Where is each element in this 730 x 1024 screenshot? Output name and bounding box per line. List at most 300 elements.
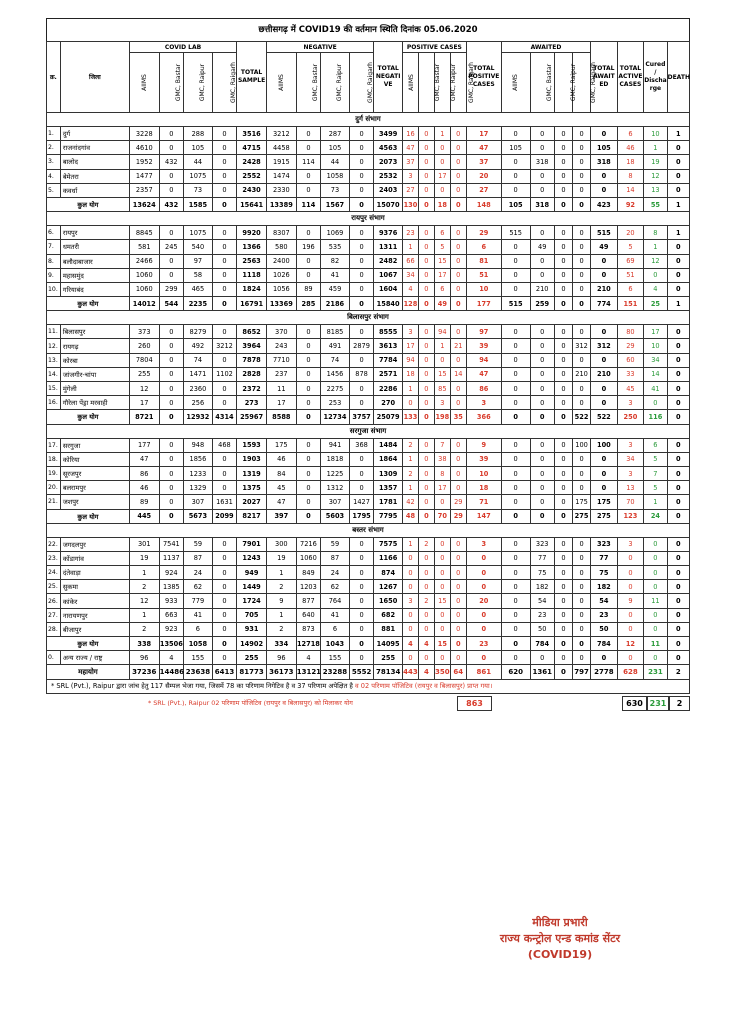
table-cell: 1 bbox=[403, 452, 419, 466]
table-cell: 1312 bbox=[321, 481, 350, 495]
table-cell: 0 bbox=[617, 651, 644, 665]
table-cell: 0 bbox=[573, 325, 591, 339]
table-cell: 0 bbox=[573, 594, 591, 608]
table-cell: 7 bbox=[644, 466, 667, 480]
table-cell: 0 bbox=[418, 240, 434, 254]
table-cell: 2466 bbox=[129, 254, 159, 268]
table-cell: 155 bbox=[321, 651, 350, 665]
table-cell: 0 bbox=[667, 495, 689, 509]
table-cell: 0 bbox=[212, 580, 236, 594]
table-cell: 89 bbox=[296, 282, 320, 296]
table-cell: 0 bbox=[554, 339, 572, 353]
positive-lab-label: AIIMS bbox=[407, 74, 415, 91]
table-row bbox=[47, 452, 690, 466]
table-cell: 12 bbox=[617, 637, 644, 651]
table-cell: 1 bbox=[667, 226, 689, 240]
table-cell: 0 bbox=[296, 410, 320, 424]
table-cell: 0 bbox=[554, 651, 572, 665]
table-cell: 774 bbox=[591, 297, 618, 311]
table-cell: 0 bbox=[450, 637, 466, 651]
table-cell: 1593 bbox=[237, 438, 267, 452]
district-name: जशपुर bbox=[60, 495, 129, 509]
table-cell: 36173 bbox=[266, 665, 296, 680]
table-cell: 0 bbox=[591, 254, 618, 268]
table-cell: 0 bbox=[418, 367, 434, 381]
table-cell: 12 bbox=[644, 254, 667, 268]
table-cell: 0 bbox=[418, 297, 434, 311]
table-cell: 5603 bbox=[321, 509, 350, 523]
table-cell: 13121 bbox=[296, 665, 320, 680]
table-cell: 0 bbox=[667, 396, 689, 410]
table-cell: 0 bbox=[450, 594, 466, 608]
table-cell: 1856 bbox=[184, 452, 213, 466]
table-cell: 334 bbox=[266, 637, 296, 651]
table-cell: 0 bbox=[466, 651, 501, 665]
table-cell: 4 bbox=[418, 665, 434, 680]
table-cell: 0 bbox=[501, 155, 530, 169]
table-cell: 0 bbox=[554, 566, 572, 580]
table-cell: 0 bbox=[554, 410, 572, 424]
table-cell: 1075 bbox=[184, 226, 213, 240]
table-cell: 784 bbox=[591, 637, 618, 651]
table-cell: 2186 bbox=[321, 297, 350, 311]
table-cell: 0 bbox=[159, 325, 183, 339]
table-cell: 210 bbox=[591, 282, 618, 296]
table-cell: 8845 bbox=[129, 226, 159, 240]
table-cell: 0 bbox=[573, 481, 591, 495]
table-cell: 0 bbox=[554, 452, 572, 466]
table-cell: 0 bbox=[418, 551, 434, 565]
row-number: 8. bbox=[47, 254, 61, 268]
table-cell: 0 bbox=[403, 651, 419, 665]
table-cell: 0 bbox=[501, 608, 530, 622]
row-number: 9. bbox=[47, 268, 61, 282]
table-cell: 0 bbox=[159, 183, 183, 197]
table-cell: 0 bbox=[212, 325, 236, 339]
total-negative-header: TOTAL NEGATI VE bbox=[374, 42, 403, 113]
table-cell: 0 bbox=[450, 141, 466, 155]
table-cell: 0 bbox=[212, 566, 236, 580]
table-cell: 64 bbox=[450, 665, 466, 680]
table-cell: 0 bbox=[501, 452, 530, 466]
district-name: दुर्ग bbox=[60, 127, 129, 141]
district-name: नारायणपुर bbox=[60, 608, 129, 622]
table-cell: 275 bbox=[591, 509, 618, 523]
table-cell: 0 bbox=[434, 537, 450, 551]
table-cell: 0 bbox=[434, 551, 450, 565]
table-cell: 3964 bbox=[237, 339, 267, 353]
table-cell: 640 bbox=[296, 608, 320, 622]
table-cell: 96 bbox=[129, 651, 159, 665]
table-cell: 0 bbox=[418, 339, 434, 353]
table-cell: 3499 bbox=[374, 127, 403, 141]
table-cell: 0 bbox=[212, 551, 236, 565]
table-cell: 25 bbox=[644, 297, 667, 311]
table-cell: 1 bbox=[266, 608, 296, 622]
table-cell: 24 bbox=[184, 566, 213, 580]
table-cell: 0 bbox=[667, 566, 689, 580]
table-cell: 0 bbox=[450, 325, 466, 339]
table-cell: 45 bbox=[617, 382, 644, 396]
table-cell: 1 bbox=[434, 127, 450, 141]
table-row bbox=[47, 566, 690, 580]
table-cell: 69 bbox=[617, 254, 644, 268]
table-cell: 0 bbox=[418, 651, 434, 665]
table-cell: 23288 bbox=[321, 665, 350, 680]
table-cell: 25079 bbox=[374, 410, 403, 424]
table-cell: 370 bbox=[266, 325, 296, 339]
district-name: जगदलपुर bbox=[60, 537, 129, 551]
table-cell: 0 bbox=[450, 183, 466, 197]
table-cell: 7784 bbox=[374, 353, 403, 367]
table-cell: 0 bbox=[591, 169, 618, 183]
table-cell: 49 bbox=[591, 240, 618, 254]
table-cell: 27 bbox=[466, 183, 501, 197]
table-cell: 210 bbox=[530, 282, 554, 296]
table-cell: 3 bbox=[403, 325, 419, 339]
table-cell: 7 bbox=[434, 438, 450, 452]
table-cell: 3757 bbox=[349, 410, 373, 424]
table-cell: 0 bbox=[212, 382, 236, 396]
table-cell: 0 bbox=[617, 580, 644, 594]
table-cell: 0 bbox=[573, 183, 591, 197]
table-cell: 0 bbox=[434, 580, 450, 594]
table-cell: 10 bbox=[466, 466, 501, 480]
table-cell: 0 bbox=[434, 183, 450, 197]
table-cell: 114 bbox=[296, 197, 320, 211]
table-cell: 71 bbox=[466, 495, 501, 509]
table-row bbox=[47, 608, 690, 622]
table-cell: 0 bbox=[530, 169, 554, 183]
table-cell: 1477 bbox=[129, 169, 159, 183]
table-cell: 1818 bbox=[321, 452, 350, 466]
table-cell: 250 bbox=[617, 410, 644, 424]
table-cell: 21 bbox=[450, 339, 466, 353]
table-cell: 75 bbox=[591, 566, 618, 580]
table-cell: 81773 bbox=[237, 665, 267, 680]
division-total-label: कुल योग bbox=[47, 637, 130, 651]
table-cell: 0 bbox=[434, 622, 450, 636]
covid-status-table bbox=[46, 41, 690, 680]
table-cell: 8 bbox=[617, 169, 644, 183]
table-cell: 256 bbox=[184, 396, 213, 410]
table-cell: 0 bbox=[667, 452, 689, 466]
table-cell: 24 bbox=[644, 509, 667, 523]
table-cell: 87 bbox=[321, 551, 350, 565]
table-cell: 38 bbox=[434, 452, 450, 466]
table-cell: 3 bbox=[617, 396, 644, 410]
table-cell: 1 bbox=[129, 566, 159, 580]
table-row bbox=[47, 254, 690, 268]
table-cell: 0 bbox=[554, 268, 572, 282]
district-name: मुंगेली bbox=[60, 382, 129, 396]
table-row bbox=[47, 551, 690, 565]
table-cell: 0 bbox=[573, 282, 591, 296]
table-cell: 1233 bbox=[184, 466, 213, 480]
table-cell: 2372 bbox=[237, 382, 267, 396]
table-cell: 0 bbox=[349, 594, 373, 608]
table-cell: 0 bbox=[667, 481, 689, 495]
table-cell: 15641 bbox=[237, 197, 267, 211]
table-row bbox=[47, 169, 690, 183]
table-cell: 60 bbox=[617, 353, 644, 367]
table-cell: 323 bbox=[591, 537, 618, 551]
table-cell: 0 bbox=[530, 268, 554, 282]
table-cell: 0 bbox=[349, 580, 373, 594]
table-cell: 0 bbox=[554, 183, 572, 197]
table-cell: 0 bbox=[418, 155, 434, 169]
table-cell: 10 bbox=[644, 339, 667, 353]
table-cell: 0 bbox=[501, 594, 530, 608]
table-cell: 0 bbox=[159, 410, 183, 424]
table-cell: 5 bbox=[644, 452, 667, 466]
district-name: कवर्धा bbox=[60, 183, 129, 197]
table-cell: 0 bbox=[212, 452, 236, 466]
table-cell: 0 bbox=[573, 141, 591, 155]
table-cell: 0 bbox=[501, 282, 530, 296]
table-cell: 3 bbox=[617, 438, 644, 452]
table-cell: 0 bbox=[667, 410, 689, 424]
row-number: 28. bbox=[47, 622, 61, 636]
table-cell: 8588 bbox=[266, 410, 296, 424]
table-cell: 0 bbox=[418, 466, 434, 480]
row-number: 10. bbox=[47, 282, 61, 296]
table-cell: 15 bbox=[434, 367, 450, 381]
table-cell: 468 bbox=[212, 438, 236, 452]
death-header: DEATH bbox=[667, 42, 689, 113]
signature-block bbox=[460, 915, 660, 963]
table-cell: 1118 bbox=[237, 268, 267, 282]
table-cell: 0 bbox=[349, 537, 373, 551]
table-cell: 5552 bbox=[349, 665, 373, 680]
table-row bbox=[47, 537, 690, 551]
section-header-row bbox=[47, 424, 690, 438]
table-cell: 0 bbox=[501, 580, 530, 594]
positive-header: POSITIVE CASES bbox=[403, 42, 467, 53]
table-cell: 0 bbox=[450, 353, 466, 367]
table-cell: 522 bbox=[591, 410, 618, 424]
row-number: 11. bbox=[47, 325, 61, 339]
table-cell: 1375 bbox=[237, 481, 267, 495]
table-cell: 130 bbox=[403, 197, 419, 211]
positive-lab-header-0 bbox=[403, 53, 419, 113]
table-cell: 29 bbox=[617, 339, 644, 353]
table-cell: 0 bbox=[450, 226, 466, 240]
table-cell: 17 bbox=[266, 396, 296, 410]
table-cell: 50 bbox=[530, 622, 554, 636]
table-cell: 0 bbox=[212, 155, 236, 169]
table-cell: 0 bbox=[159, 382, 183, 396]
table-cell: 0 bbox=[450, 169, 466, 183]
table-cell: 17 bbox=[644, 325, 667, 339]
table-cell: 0 bbox=[501, 268, 530, 282]
table-cell: 0 bbox=[450, 282, 466, 296]
division-total-label: कुल योग bbox=[47, 197, 130, 211]
table-cell: 0 bbox=[418, 622, 434, 636]
table-cell: 16791 bbox=[237, 297, 267, 311]
table-cell: 0 bbox=[212, 637, 236, 651]
table-cell: 0 bbox=[501, 325, 530, 339]
table-row bbox=[47, 622, 690, 636]
table-cell: 245 bbox=[159, 240, 183, 254]
table-cell: 0 bbox=[296, 509, 320, 523]
district-name: बालोद bbox=[60, 155, 129, 169]
district-name: बलरामपुर bbox=[60, 481, 129, 495]
table-cell: 41 bbox=[321, 268, 350, 282]
table-cell: 148 bbox=[466, 197, 501, 211]
table-cell: 515 bbox=[501, 297, 530, 311]
table-cell: 0 bbox=[573, 452, 591, 466]
district-name: सरगुजा bbox=[60, 438, 129, 452]
table-cell: 20 bbox=[466, 594, 501, 608]
table-cell: 312 bbox=[591, 339, 618, 353]
table-cell: 4 bbox=[159, 651, 183, 665]
table-cell: 0 bbox=[296, 127, 320, 141]
table-cell: 19 bbox=[644, 155, 667, 169]
table-cell: 0 bbox=[591, 183, 618, 197]
table-cell: 0 bbox=[349, 141, 373, 155]
table-cell: 34 bbox=[644, 353, 667, 367]
table-cell: 0 bbox=[434, 651, 450, 665]
table-cell: 12932 bbox=[184, 410, 213, 424]
table-cell: 243 bbox=[266, 339, 296, 353]
table-cell: 3516 bbox=[237, 127, 267, 141]
table-cell: 49 bbox=[530, 240, 554, 254]
table-cell: 1267 bbox=[374, 580, 403, 594]
negative-lab-header-0 bbox=[266, 53, 296, 113]
table-cell: 1357 bbox=[374, 481, 403, 495]
table-cell: 3 bbox=[617, 537, 644, 551]
table-cell: 0 bbox=[667, 282, 689, 296]
table-cell: 0 bbox=[573, 169, 591, 183]
table-cell: 55 bbox=[644, 197, 667, 211]
table-cell: 12 bbox=[644, 169, 667, 183]
table-cell: 0 bbox=[667, 353, 689, 367]
table-cell: 4715 bbox=[237, 141, 267, 155]
table-cell: 74 bbox=[184, 353, 213, 367]
table-cell: 0 bbox=[501, 353, 530, 367]
table-cell: 931 bbox=[237, 622, 267, 636]
row-number: 22. bbox=[47, 537, 61, 551]
table-cell: 27 bbox=[403, 183, 419, 197]
table-cell: 4 bbox=[403, 637, 419, 651]
table-cell: 5 bbox=[617, 240, 644, 254]
srl-note-text: * SRL (Pvt.), Raipur द्वारा जांच हेतु 117 सैम्पल भेजा गया, जिसमें 78 का परिणाम निगेटिव है व 37 परिणाम अपेक्षित है bbox=[51, 682, 353, 691]
table-cell: 133 bbox=[403, 410, 419, 424]
table-cell: 17 bbox=[434, 169, 450, 183]
table-cell: 861 bbox=[466, 665, 501, 680]
table-cell: 0 bbox=[159, 396, 183, 410]
table-cell: 0 bbox=[296, 268, 320, 282]
table-cell: 0 bbox=[573, 580, 591, 594]
table-cell: 18 bbox=[403, 367, 419, 381]
negative-lab-label: GMC, Raigarh bbox=[366, 62, 374, 103]
table-cell: 0 bbox=[573, 566, 591, 580]
table-cell: 237 bbox=[266, 367, 296, 381]
table-row bbox=[47, 226, 690, 240]
awaited-lab-header-0 bbox=[501, 53, 530, 113]
table-cell: 177 bbox=[466, 297, 501, 311]
table-cell: 0 bbox=[434, 566, 450, 580]
table-cell: 0 bbox=[450, 396, 466, 410]
table-cell: 2552 bbox=[237, 169, 267, 183]
srl-combined-note: * SRL (Pvt.), Raipur 02 परिणाम पॉजिटिव (रायपुर व बिलासपुर) को मिलाकर योग bbox=[148, 699, 353, 708]
table-cell: 34 bbox=[403, 268, 419, 282]
table-cell: 6 bbox=[617, 282, 644, 296]
table-cell: 0 bbox=[554, 466, 572, 480]
table-cell: 41 bbox=[184, 608, 213, 622]
table-cell: 128 bbox=[403, 297, 419, 311]
table-cell: 0 bbox=[296, 339, 320, 353]
covid-lab-lab-header-0 bbox=[129, 53, 159, 113]
table-cell: 0 bbox=[212, 353, 236, 367]
table-cell: 37236 bbox=[129, 665, 159, 680]
table-cell: 0 bbox=[212, 127, 236, 141]
table-cell: 0 bbox=[591, 268, 618, 282]
table-cell: 663 bbox=[159, 608, 183, 622]
table-cell: 0 bbox=[450, 651, 466, 665]
table-cell: 368 bbox=[349, 438, 373, 452]
table-cell: 0 bbox=[349, 325, 373, 339]
table-cell: 2073 bbox=[374, 155, 403, 169]
table-cell: 0 bbox=[501, 339, 530, 353]
table-cell: 941 bbox=[321, 438, 350, 452]
table-cell: 0 bbox=[530, 339, 554, 353]
table-cell: 0 bbox=[501, 481, 530, 495]
table-cell: 14012 bbox=[129, 297, 159, 311]
table-cell: 1026 bbox=[266, 268, 296, 282]
table-cell: 0 bbox=[554, 608, 572, 622]
table-cell: 78134 bbox=[374, 665, 403, 680]
table-cell: 7575 bbox=[374, 537, 403, 551]
table-row bbox=[47, 353, 690, 367]
table-cell: 29 bbox=[466, 226, 501, 240]
table-cell: 0 bbox=[349, 551, 373, 565]
table-cell: 0 bbox=[591, 651, 618, 665]
table-cell: 8721 bbox=[129, 410, 159, 424]
table-cell: 0 bbox=[450, 297, 466, 311]
table-cell: 0 bbox=[501, 509, 530, 523]
table-row bbox=[47, 466, 690, 480]
signature-line-2: राज्य कन्ट्रोल एन्ड कमांड सेंटर bbox=[499, 932, 621, 945]
table-cell: 1243 bbox=[237, 551, 267, 565]
table-cell: 0 bbox=[501, 410, 530, 424]
division-name: दुर्ग संभाग bbox=[47, 113, 690, 127]
table-cell: 0 bbox=[554, 297, 572, 311]
table-cell: 0 bbox=[530, 141, 554, 155]
table-cell: 0 bbox=[501, 537, 530, 551]
table-cell: 86 bbox=[129, 466, 159, 480]
table-cell: 17 bbox=[434, 481, 450, 495]
table-cell: 0 bbox=[159, 339, 183, 353]
table-cell: 14902 bbox=[237, 637, 267, 651]
table-cell: 0 bbox=[554, 197, 572, 211]
table-cell: 0 bbox=[667, 509, 689, 523]
row-number: 24. bbox=[47, 566, 61, 580]
table-cell: 6413 bbox=[212, 665, 236, 680]
table-cell: 15840 bbox=[374, 297, 403, 311]
table-cell: 0 bbox=[530, 396, 554, 410]
table-cell: 2 bbox=[266, 580, 296, 594]
table-cell: 14095 bbox=[374, 637, 403, 651]
table-cell: 300 bbox=[266, 537, 296, 551]
table-cell: 1 bbox=[667, 197, 689, 211]
table-cell: 19 bbox=[129, 551, 159, 565]
table-cell: 25967 bbox=[237, 410, 267, 424]
table-cell: 0 bbox=[212, 608, 236, 622]
table-cell: 0 bbox=[573, 268, 591, 282]
table-cell: 0 bbox=[573, 608, 591, 622]
